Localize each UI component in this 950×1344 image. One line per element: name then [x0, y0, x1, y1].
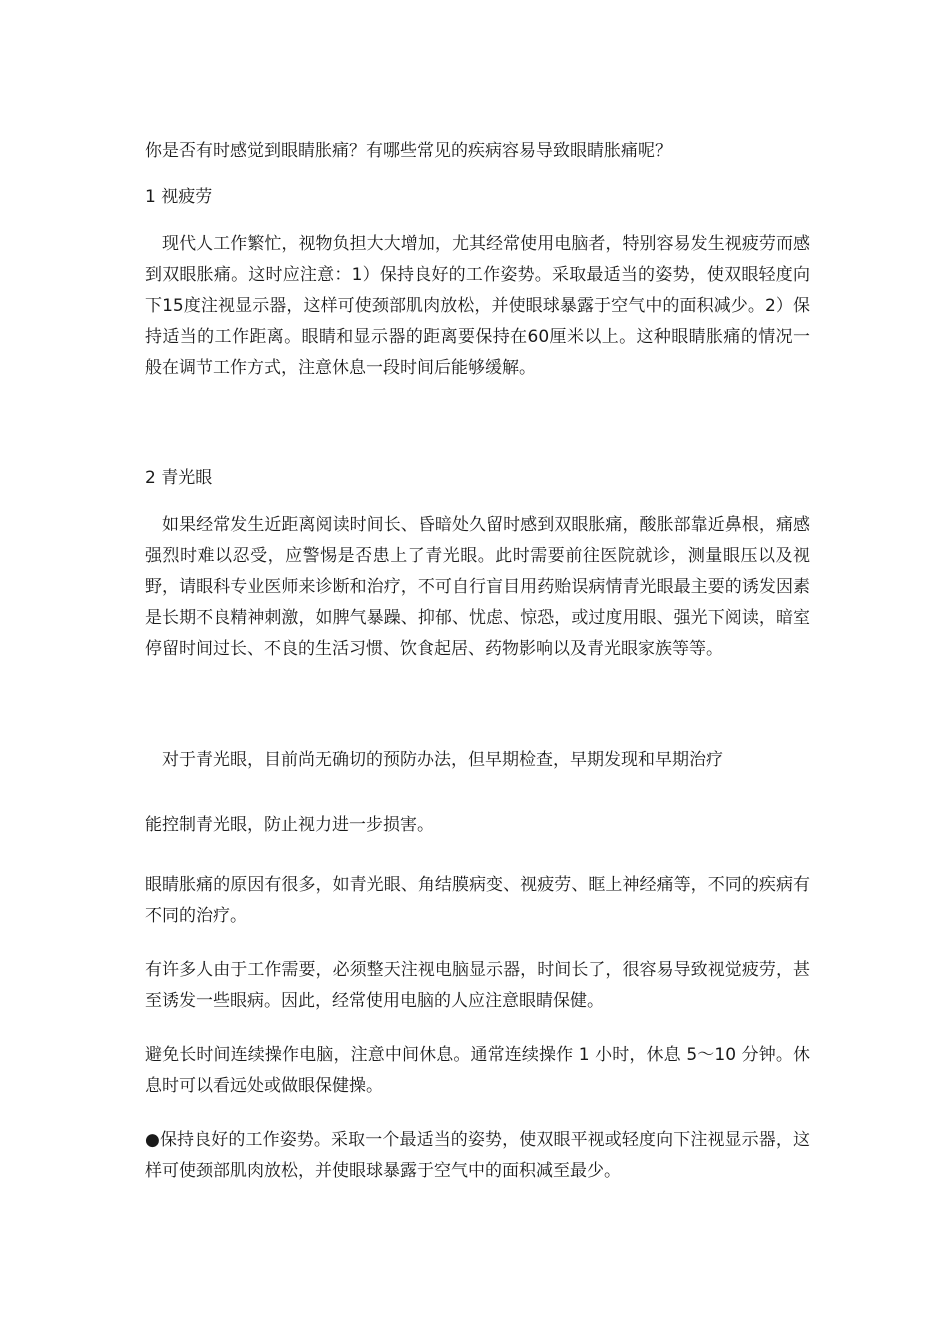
section-2-heading: 2 青光眼	[145, 468, 213, 488]
computer-users-paragraph: 有许多人由于工作需要，必须整天注视电脑显示器，时间长了，很容易导致视觉疲劳，甚至诱发一些眼病。因此，经常使用电脑的人应注意眼睛保健。	[145, 960, 810, 1011]
intro-paragraph: 你是否有时感觉到眼睛胀痛？有哪些常见的疾病容易导致眼睛胀痛呢？	[145, 141, 672, 161]
rest-tip-paragraph: 避免长时间连续操作电脑，注意中间休息。通常连续操作 1 小时，休息 5～10 分钟。休息时可以看远处或做眼保健操。	[145, 1045, 810, 1096]
posture-tip-paragraph: ●保持良好的工作姿势。采取一个最适当的姿势，使双眼平视或轻度向下注视显示器，这样可使颈部肌肉放松，并使眼球暴露于空气中的面积减至最少。	[145, 1130, 810, 1181]
section-1-heading: 1 视疲劳	[145, 187, 213, 207]
section-2-body: 如果经常发生近距离阅读时间长、昏暗处久留时感到双眼胀痛，酸胀部靠近鼻根，痛感强烈时难以忍受，应警惕是否患上了青光眼。此时需要前往医院就诊，测量眼压以及视野，请眼科专业医师来诊断和治疗，不可自行盲目用药贻误病情青光眼最主要的诱发因素是长期不良精神刺激，如脾气暴躁、抑郁、忧虑、惊恐，或过度用眼、强光下阅读，暗室停留时间过长、不良的生活习惯、饮食起居、药物影响以及青光眼家族等等。	[145, 515, 810, 659]
summary-paragraph: 眼睛胀痛的原因有很多，如青光眼、角结膜病变、视疲劳、眶上神经痛等，不同的疾病有不同的治疗。	[145, 875, 810, 926]
prevention-line-1: 对于青光眼，目前尚无确切的预防办法，但早期检查，早期发现和早期治疗	[145, 750, 723, 770]
section-1-body: 现代人工作繁忙，视物负担大大增加，尤其经常使用电脑者，特别容易发生视疲劳而感到双眼胀痛。这时应注意：1）保持良好的工作姿势。采取最适当的姿势，使双眼轻度向下15度注视显示器，这样可使颈部肌肉放松，并使眼球暴露于空气中的面积减少。2）保持适当的工作距离。眼睛和显示器的距离要保持在60厘米以上。这种眼睛胀痛的情况一般在调节工作方式，注意休息一段时间后能够缓解。	[145, 234, 810, 378]
prevention-line-2: 能控制青光眼，防止视力进一步损害。	[145, 815, 434, 835]
